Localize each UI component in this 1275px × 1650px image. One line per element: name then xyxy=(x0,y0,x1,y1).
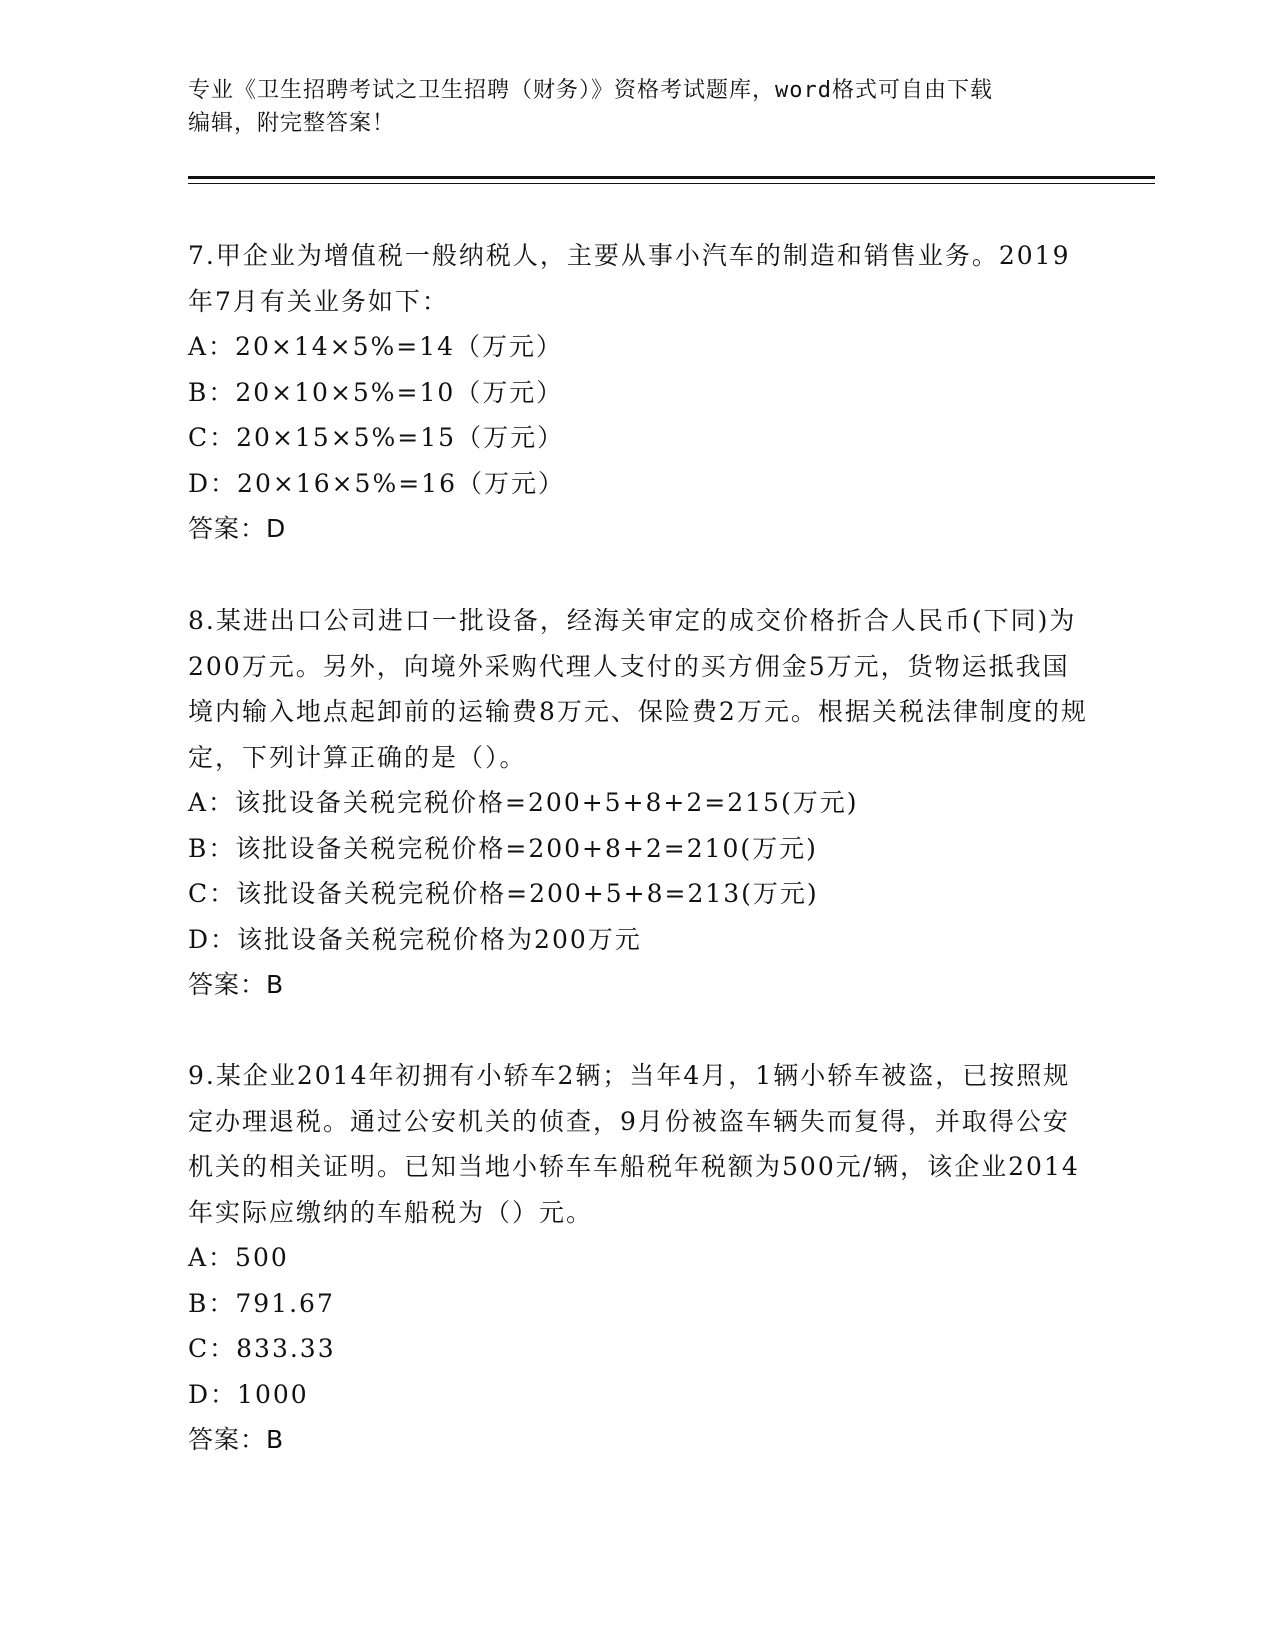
option-d: D：该批设备关税完税价格为200万元 xyxy=(188,924,642,954)
question-8 xyxy=(188,598,1088,1008)
option-b: B：20×10×5%=10（万元） xyxy=(188,377,564,407)
document-header xyxy=(188,74,1068,140)
header-divider-thin xyxy=(188,183,1155,184)
option-a: A：20×14×5%=14（万元） xyxy=(188,332,563,361)
option-b: B：791.67 xyxy=(188,1288,335,1318)
header-line-2: 编辑，附完整答案！ xyxy=(188,111,396,136)
option-c: C：20×15×5%=15（万元） xyxy=(188,423,565,452)
header-divider-thick xyxy=(188,176,1155,179)
answer-line: 答案：B xyxy=(188,1425,285,1454)
question-text: 7.甲企业为增值税一般纳税人，主要从事小汽车的制造和销售业务。2019年7月有关业务如下： xyxy=(188,241,1071,316)
answer-line: 答案：D xyxy=(188,514,287,543)
option-a: A：500 xyxy=(188,1243,289,1272)
header-line-1: 专业《卫生招聘考试之卫生招聘（财务）》资格考试题库，word格式可自由下载 xyxy=(188,78,993,103)
option-b: B：该批设备关税完税价格=200+8+2=210(万元) xyxy=(188,833,818,863)
question-7 xyxy=(188,233,1088,552)
option-a: A：该批设备关税完税价格=200+5+8+2=215(万元) xyxy=(188,788,859,817)
option-c: C：833.33 xyxy=(188,1334,336,1363)
question-text: 8.某进出口公司进口一批设备，经海关审定的成交价格折合人民币(下同)为200万元。另外，向境外采购代理人支付的买方佣金5万元，货物运抵我国境内输入地点起卸前的运输费8万元、保险费2万元。根据关税法律制度的规定，下列计算正确的是（）。 xyxy=(188,606,1088,772)
answer-line: 答案：B xyxy=(188,970,285,999)
question-9 xyxy=(188,1053,1088,1463)
option-d: D：20×16×5%=16（万元） xyxy=(188,468,565,498)
option-c: C：该批设备关税完税价格=200+5+8=213(万元) xyxy=(188,879,819,908)
question-text: 9.某企业2014年初拥有小轿车2辆；当年4月，1辆小轿车被盗，已按照规定办理退税。通过公安机关的侦查，9月份被盗车辆失而复得，并取得公安机关的相关证明。已知当地小轿车车船税年税额为500元/辆，该企业2014年实际应缴纳的车船税为（）元。 xyxy=(188,1061,1080,1227)
option-d: D：1000 xyxy=(188,1379,309,1409)
